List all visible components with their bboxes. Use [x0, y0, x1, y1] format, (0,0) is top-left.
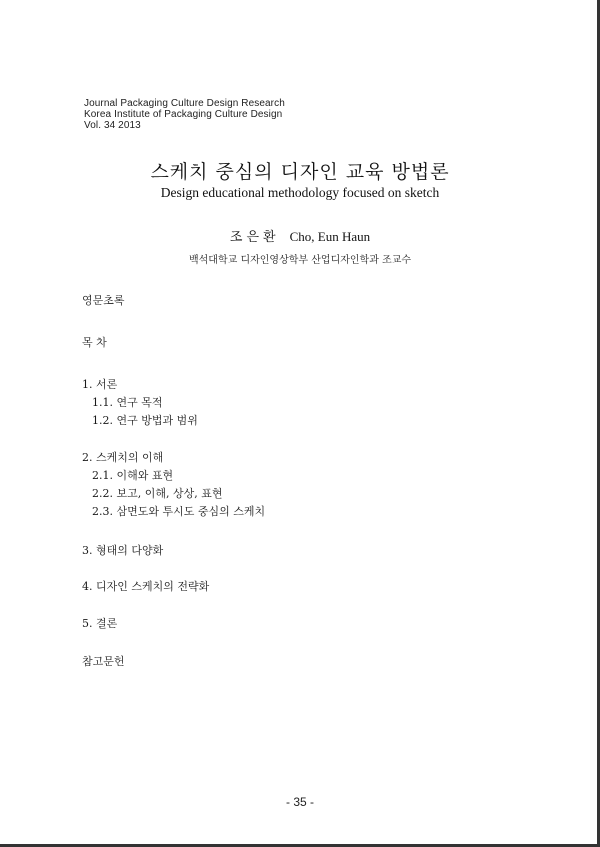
toc-item: 2. 스케치의 이해	[82, 451, 164, 464]
author-line	[0, 226, 600, 245]
toc-subitem: 2.2. 보고, 이해, 상상, 표현	[92, 487, 223, 500]
abstract-heading: 영문초록	[82, 294, 125, 307]
toc-item: 5. 결론	[82, 617, 118, 630]
toc-item: 3. 형태의 다양화	[82, 544, 164, 557]
toc-heading: 목 차	[82, 336, 107, 349]
page-number: - 35 -	[285, 795, 314, 809]
author-affiliation: 백석대학교 디자인영상학부 산업디자인학과 조교수	[188, 255, 412, 266]
author-name-korean: 조은환	[229, 230, 280, 245]
journal-name: Journal Packaging Culture Design Research	[84, 98, 285, 109]
publisher-name: Korea Institute of Packaging Culture Design	[84, 109, 283, 120]
toc-item: 4. 디자인 스케치의 전략화	[82, 580, 210, 593]
toc-subitem: 2.3. 삼면도와 투시도 중심의 스케치	[92, 505, 266, 518]
paper-title-english: Design educational methodology focused on sketch	[160, 185, 440, 200]
paper-title-korean: 스케치 중심의 디자인 교육 방법론	[150, 161, 450, 183]
toc-subitem: 1.1. 연구 목적	[92, 396, 163, 409]
journal-header	[84, 98, 285, 131]
author-name-english: Cho, Eun Haun	[289, 229, 371, 244]
toc-item: 1. 서론	[82, 378, 118, 391]
references-heading: 참고문헌	[82, 655, 125, 668]
volume-year: Vol. 34 2013	[84, 120, 141, 131]
toc-subitem: 1.2. 연구 방법과 범위	[92, 414, 198, 427]
toc-subitem: 2.1. 이해와 표현	[92, 469, 174, 482]
